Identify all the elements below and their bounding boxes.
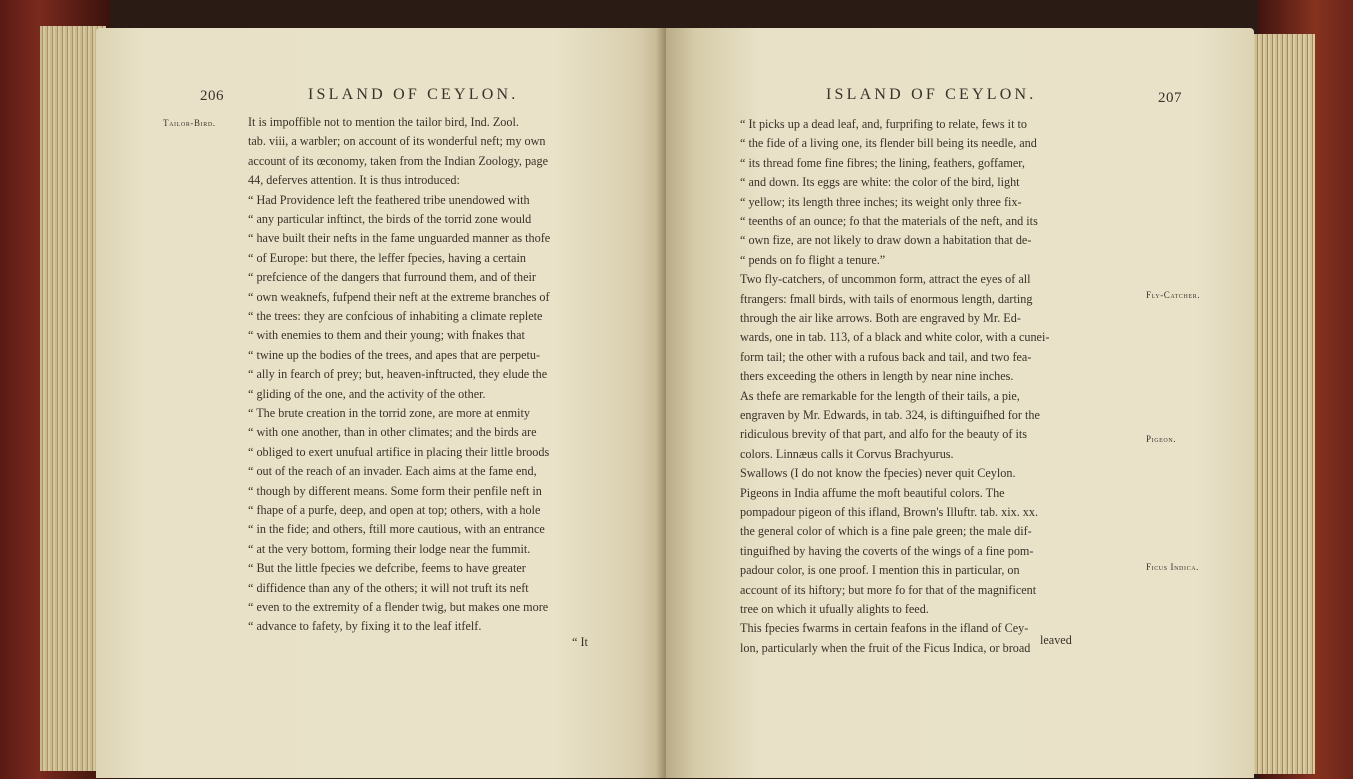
text-line: “ the fide of a living one, its flender bill being its needle, and (740, 136, 1037, 151)
text-line: “ advance to fafety, by fixing it to the leaf itfelf. (248, 619, 482, 634)
text-line: tab. viii, a warbler; on account of its wonderful neft; my own (248, 134, 546, 149)
text-line: wards, one in tab. 113, of a black and white color, with a cunei- (740, 330, 1050, 345)
text-line: “ its thread fome fine fibres; the lining, feathers, goffamer, (740, 155, 1025, 170)
text-line: “ pends on fo flight a tenure.” (740, 252, 886, 267)
text-line: “ It picks up a dead leaf, and, furprifing to relate, fews it to (740, 117, 1027, 131)
right-page-number: 207 (1158, 90, 1182, 106)
text-line: “ Had Providence left the feathered tribe unendowed with (248, 192, 530, 207)
text-line: “ diffidence than any of the others; it will not truft its neft (248, 580, 529, 595)
text-line: “ at the very bottom, forming their lodge near the fummit. (248, 541, 531, 556)
text-line: “ twine up the bodies of the trees, and apes that are perpetu- (248, 347, 541, 362)
text-line: ftrangers: fmall birds, with tails of enormous length, darting (740, 291, 1033, 306)
text-line: ridiculous brevity of that part, and alfo for the beauty of its (740, 427, 1028, 442)
text-line: tinguifhed by having the coverts of the wings of a fine pom- (740, 543, 1034, 558)
text-line: “ out of the reach of an invader. Each aims at the fame end, (248, 464, 537, 479)
text-line: “ own weaknefs, fufpend their neft at the extreme branches of (248, 289, 550, 304)
text-line: through the air like arrows. Both are engraved by Mr. Ed- (740, 311, 1021, 325)
text-line: “ The brute creation in the torrid zone, are more at enmity (248, 406, 531, 420)
text-line: “ fhape of a purfe, deep, and open at top; others, with a hole (248, 503, 541, 517)
left-running-head: ISLAND OF CEYLON. (308, 86, 519, 103)
margin-note-fly-catcher: Fly-Catcher. (1146, 290, 1201, 300)
text-line: This fpecies fwarms in certain feafons in the ifland of Cey- (740, 621, 1029, 636)
text-line: form tail; the other with a rufous back and tail, and two fea- (740, 349, 1032, 364)
text-line: “ teenths of an ounce; fo that the materials of the neft, and its (740, 214, 1038, 228)
left-page (96, 28, 670, 778)
text-line: Swallows (I do not know the fpecies) never quit Ceylon. (740, 466, 1016, 481)
text-line: “ in the fide; and others, ftill more cautious, with an entrance (248, 522, 545, 537)
left-catchword: “ It (572, 635, 588, 649)
text-line: colors. Linnæus calls it Corvus Brachyurus. (740, 446, 954, 461)
text-line: account of its hiftory; but more fo for that of the magnificent (740, 582, 1037, 597)
text-line: Pigeons in India affume the moft beautiful colors. The (740, 485, 1005, 500)
text-line: “ and down. Its eggs are white: the color of the bird, light (740, 175, 1020, 190)
text-line: “ ally in fearch of prey; but, heaven-inftructed, they elude the (248, 367, 548, 382)
text-line: “ any particular inftinct, the birds of the torrid zone would (248, 212, 532, 226)
right-catchword: leaved (1040, 633, 1072, 647)
text-line: “ though by different means. Some form their penfile neft in (248, 483, 542, 498)
text-line: It is impoffible not to mention the tailor bird, Ind. Zool. (248, 115, 519, 129)
text-line: padour color, is one proof. I mention this in particular, on (740, 563, 1020, 578)
text-line: “ with one another, than in other climates; and the birds are (248, 425, 537, 440)
text-line: 44, deferves attention. It is thus introduced: (248, 173, 460, 188)
text-line: “ even to the extremity of a flender twig, but makes one more (248, 600, 549, 614)
text-line: As thefe are remarkable for the length of their tails, a pie, (740, 388, 1020, 403)
text-line: the general color of which is a fine pale green; the male dif- (740, 524, 1032, 539)
text-line: account of its œconomy, taken from the Indian Zoology, page (248, 153, 548, 168)
text-line: lon, particularly when the fruit of the Ficus Indica, or broad (740, 640, 1031, 655)
text-line: “ the trees: they are confcious of inhabiting a climate replete (248, 309, 543, 323)
margin-note-pigeon: Pigeon. (1146, 434, 1177, 444)
text-line: Two fly-catchers, of uncommon form, attract the eyes of all (740, 272, 1031, 287)
text-line: “ own fize, are not likely to draw down a habitation that de- (740, 233, 1032, 248)
text-line: “ obliged to exert unufual artifice in placing their little broods (248, 444, 550, 459)
text-line: “ But the little fpecies we defcribe, feems to have greater (248, 561, 526, 576)
margin-note-tailor-bird: Tailor-Bird. (163, 118, 216, 128)
right-page (666, 28, 1254, 778)
text-line: “ with enemies to them and their young; with fnakes that (248, 328, 525, 343)
margin-note-ficus-indica: Ficus Indica. (1146, 562, 1199, 572)
text-line: “ gliding of the one, and the activity of the other. (248, 386, 486, 401)
text-line: “ prefcience of the dangers that furround them, and of their (248, 270, 536, 285)
right-running-head: ISLAND OF CEYLON. (826, 86, 1037, 103)
text-line: “ have built their nefts in the fame unguarded manner as thofe (248, 231, 551, 246)
text-line: engraven by Mr. Edwards, in tab. 324, is diftinguifhed for the (740, 408, 1040, 422)
text-line: “ yellow; its length three inches; its weight only three fix- (740, 194, 1022, 209)
left-page-number: 206 (200, 88, 224, 104)
text-line: “ of Europe: but there, the leffer fpecies, having a certain (248, 250, 526, 265)
page-edges-right (1245, 34, 1315, 774)
text-line: thers exceeding the others in length by near nine inches. (740, 369, 1014, 384)
text-line: tree on which it ufually alights to feed. (740, 602, 929, 616)
text-line: pompadour pigeon of this ifland, Brown's Illuftr. tab. xix. xx. (740, 505, 1039, 519)
